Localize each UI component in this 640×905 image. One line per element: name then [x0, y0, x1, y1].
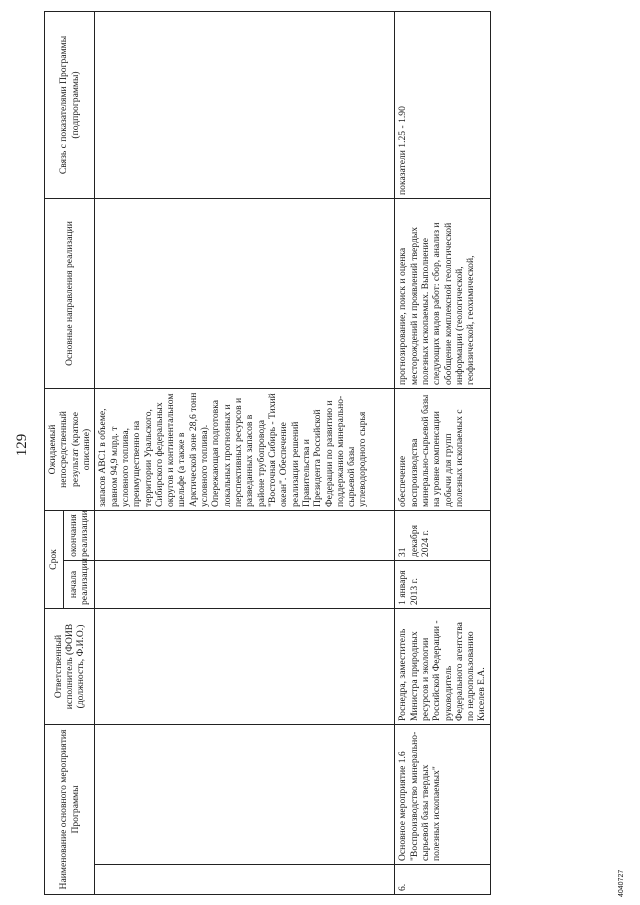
cell-result: запасов АВС1 в объеме, равном 94,9 млрд. т условного топлива, преимущественно на территории Уральского, Сибирского федеральных округов и континентальном шельфе (а также в Арктической зоне 28,6 тонн условного топлива). Опережающая подготовка локальных прогнозных и перспективных ресурсов и разведанных запасов в районе трубопровода "Восточная Сибирь - Тихий океан". Обеспечение реализации решений Правительства и Президента Российской Федерации по развитию и поддержанию минерально-сырьевой базы углеводородного сырья [95, 388, 395, 510]
table-row [395, 11, 491, 894]
header-end: окончания реализации [63, 510, 95, 560]
header-row-1 [45, 11, 64, 894]
row-number: 6. [395, 865, 491, 895]
document-code: 4040727 [618, 869, 625, 897]
header-directions: Основные направления реализации [45, 198, 95, 388]
program-table [44, 11, 491, 895]
header-name: Наименование основного мероприятия Программы [45, 724, 95, 894]
header-executor: Ответственный исполнитель (ФОИВ (должность, Ф.И.О.) [45, 608, 95, 724]
cell-indicators: показатели 1.25 - 1.90 [395, 11, 491, 198]
row-number [95, 865, 395, 895]
cell-executor [95, 608, 395, 724]
cell-start: 1 января 2013 г. [395, 560, 491, 608]
header-result: Ожидаемый непосредственный результат (краткое описание) [45, 388, 95, 510]
table-row [95, 11, 395, 894]
cell-name: Основное мероприятие 1.6 "Воспроизводство минерально-сырьевой базы твердых полезных ископаемых" [395, 724, 491, 864]
cell-executor: Роснедра, заместитель Министра природных ресурсов и экологии Российской Федерации - руководитель Федерального агентства по недропользованию Киселев Е.А. [395, 608, 491, 724]
cell-start [95, 560, 395, 608]
header-term: Срок [45, 510, 64, 608]
cell-name [95, 724, 395, 864]
cell-directions: прогнозирование, поиск и оценка месторождений и проявлений твердых полезных ископаемых. Выполнение следующих видов работ: сбор, анализ и обобщение комплексной геологической информации (геологической, геофизической, геохимической, [395, 198, 491, 388]
cell-end [95, 510, 395, 560]
cell-directions [95, 198, 395, 388]
header-start: начала реализации [63, 560, 95, 608]
page-number: 129 [14, 433, 30, 457]
cell-indicators [95, 11, 395, 198]
cell-end: 31 декабря 2024 г. [395, 510, 491, 560]
header-indicators: Связь с показателями Программы (подпрограммы) [45, 11, 95, 198]
cell-result: обеспечение воспроизводства минерально-сырьевой базы на уровне компенсации добычи для групп полезных ископаемых с [395, 388, 491, 510]
